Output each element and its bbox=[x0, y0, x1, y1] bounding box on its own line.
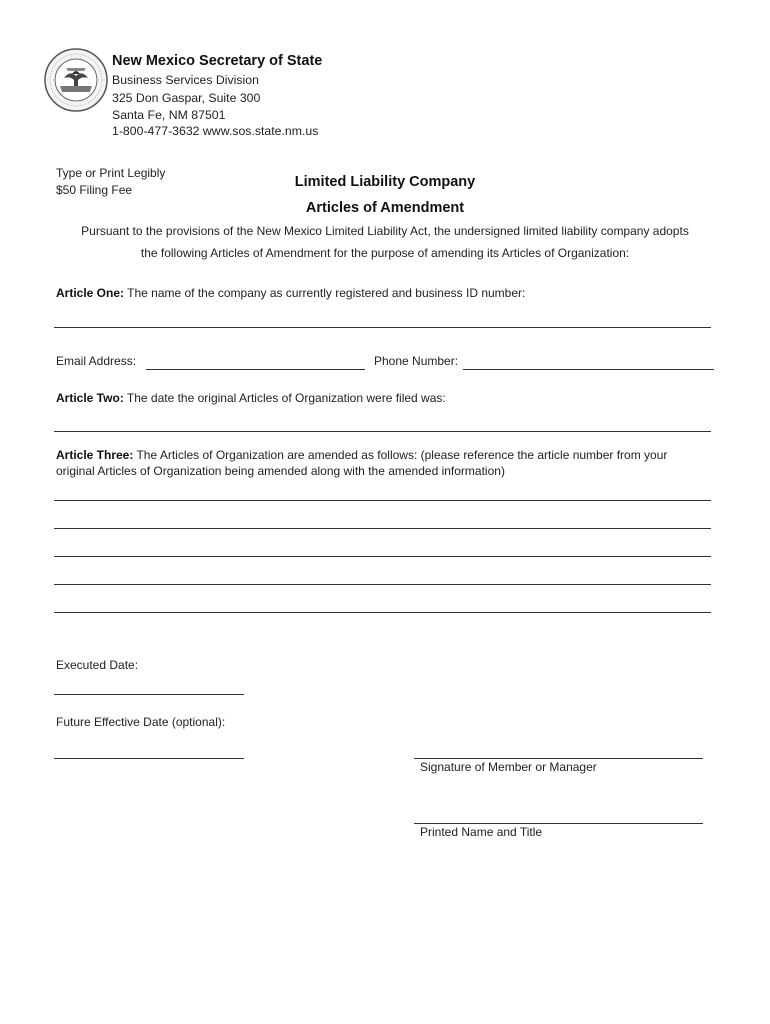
article-one-label: Article One: bbox=[56, 286, 125, 300]
street-address: 325 Don Gaspar, Suite 300 bbox=[112, 91, 261, 105]
article-one-field[interactable] bbox=[54, 327, 711, 328]
amendment-line-5[interactable] bbox=[54, 612, 711, 613]
article-two-text: The date the original Articles of Organization were filed was: bbox=[123, 391, 446, 405]
future-date-field[interactable] bbox=[54, 758, 244, 759]
article-two-field[interactable] bbox=[54, 431, 711, 432]
amendment-line-3[interactable] bbox=[54, 556, 711, 557]
document-title-line2: Articles of Amendment bbox=[305, 200, 465, 216]
future-date-label: Future Effective Date (optional): bbox=[56, 715, 226, 729]
article-three-label: Article Three: bbox=[56, 448, 134, 462]
phone-website: 1-800-477-3632 www.sos.state.nm.us bbox=[112, 124, 319, 138]
intro-line2: the following Articles of Amendment for the purpose of amending its Articles of Organization: bbox=[140, 246, 630, 260]
executed-date-field[interactable] bbox=[54, 694, 244, 695]
intro-line1: Pursuant to the provisions of the New Mexico Limited Liability Act, the undersigned limited liability company adopts bbox=[81, 224, 689, 238]
city-state-zip: Santa Fe, NM 87501 bbox=[112, 108, 226, 122]
printed-name-field[interactable] bbox=[414, 823, 703, 824]
printed-name-label: Printed Name and Title bbox=[420, 825, 543, 839]
article-two-label: Article Two: bbox=[56, 391, 124, 405]
org-name: New Mexico Secretary of State bbox=[112, 53, 323, 69]
signature-label: Signature of Member or Manager bbox=[420, 760, 597, 774]
signature-field[interactable] bbox=[414, 758, 703, 759]
amendment-line-4[interactable] bbox=[54, 584, 711, 585]
division-name: Business Services Division bbox=[112, 73, 259, 87]
legibility-note: Type or Print Legibly bbox=[56, 166, 166, 180]
executed-date-label: Executed Date: bbox=[56, 658, 139, 672]
article-three bbox=[56, 447, 706, 479]
phone-label: Phone Number: bbox=[374, 354, 459, 368]
state-seal-icon bbox=[44, 48, 108, 112]
article-two bbox=[56, 391, 446, 405]
article-one-text: The name of the company as currently registered and business ID number: bbox=[124, 286, 526, 300]
article-one bbox=[56, 286, 525, 300]
email-field[interactable] bbox=[146, 369, 365, 370]
document-title-line1: Limited Liability Company bbox=[294, 174, 476, 190]
phone-field[interactable] bbox=[463, 369, 714, 370]
amendment-line-2[interactable] bbox=[54, 528, 711, 529]
filing-fee-note: $50 Filing Fee bbox=[56, 183, 133, 197]
amendment-line-1[interactable] bbox=[54, 500, 711, 501]
article-three-text: The Articles of Organization are amended as follows: (please reference the article number from your original Articles of Organization being amended along with the amended information) bbox=[56, 448, 668, 478]
email-label: Email Address: bbox=[56, 354, 137, 368]
